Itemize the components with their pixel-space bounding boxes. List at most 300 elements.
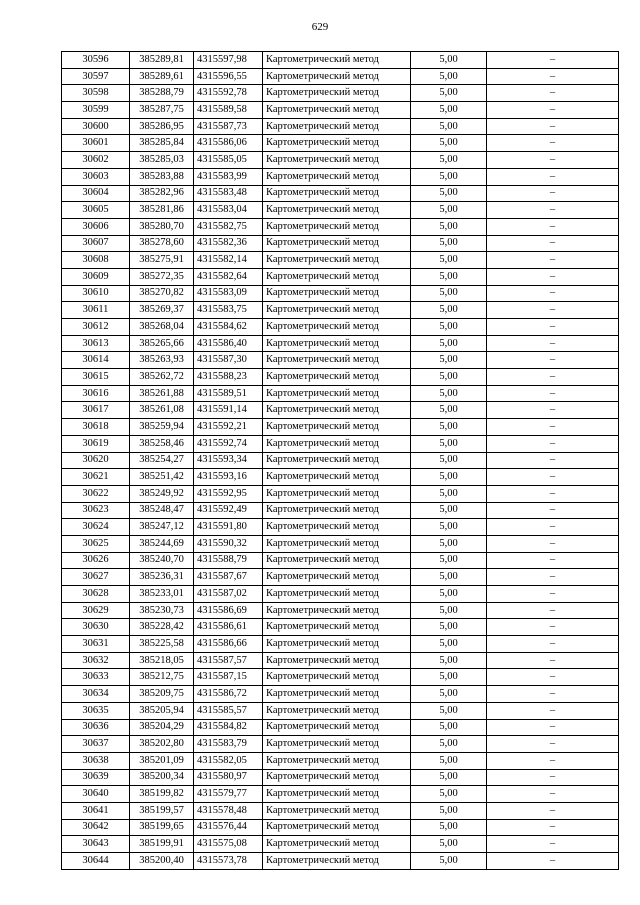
method-cell: Картометрический метод xyxy=(263,602,411,619)
method-cell: Картометрический метод xyxy=(263,719,411,736)
accuracy-cell: 5,00 xyxy=(411,68,487,85)
table-row xyxy=(62,836,619,853)
point-number-cell: 30636 xyxy=(62,719,130,736)
dash-cell: – xyxy=(487,419,619,436)
point-number-cell: 30619 xyxy=(62,435,130,452)
method-cell: Картометрический метод xyxy=(263,135,411,152)
x-coordinate-cell: 385275,91 xyxy=(130,252,194,269)
point-number-cell: 30617 xyxy=(62,402,130,419)
y-coordinate-cell: 4315593,16 xyxy=(194,469,263,486)
method-cell: Картометрический метод xyxy=(263,469,411,486)
accuracy-cell: 5,00 xyxy=(411,385,487,402)
page-number: 629 xyxy=(311,21,329,33)
y-coordinate-cell: 4315579,77 xyxy=(194,786,263,803)
method-cell: Картометрический метод xyxy=(263,769,411,786)
method-cell: Картометрический метод xyxy=(263,435,411,452)
table-row xyxy=(62,268,619,285)
dash-cell: – xyxy=(487,102,619,119)
dash-cell: – xyxy=(487,435,619,452)
x-coordinate-cell: 385259,94 xyxy=(130,419,194,436)
method-cell: Картометрический метод xyxy=(263,68,411,85)
method-cell: Картометрический метод xyxy=(263,652,411,669)
table-row xyxy=(62,602,619,619)
dash-cell: – xyxy=(487,819,619,836)
accuracy-cell: 5,00 xyxy=(411,502,487,519)
accuracy-cell: 5,00 xyxy=(411,185,487,202)
method-cell: Картометрический метод xyxy=(263,819,411,836)
x-coordinate-cell: 385288,79 xyxy=(130,85,194,102)
accuracy-cell: 5,00 xyxy=(411,552,487,569)
x-coordinate-cell: 385281,86 xyxy=(130,202,194,219)
x-coordinate-cell: 385199,65 xyxy=(130,819,194,836)
method-cell: Картометрический метод xyxy=(263,502,411,519)
method-cell: Картометрический метод xyxy=(263,686,411,703)
table-row xyxy=(62,235,619,252)
point-number-cell: 30626 xyxy=(62,552,130,569)
x-coordinate-cell: 385201,09 xyxy=(130,752,194,769)
point-number-cell: 30640 xyxy=(62,786,130,803)
method-cell: Картометрический метод xyxy=(263,402,411,419)
method-cell: Картометрический метод xyxy=(263,736,411,753)
accuracy-cell: 5,00 xyxy=(411,736,487,753)
dash-cell: – xyxy=(487,385,619,402)
accuracy-cell: 5,00 xyxy=(411,85,487,102)
point-number-cell: 30613 xyxy=(62,335,130,352)
y-coordinate-cell: 4315592,74 xyxy=(194,435,263,452)
point-number-cell: 30601 xyxy=(62,135,130,152)
x-coordinate-cell: 385283,88 xyxy=(130,168,194,185)
y-coordinate-cell: 4315587,73 xyxy=(194,118,263,135)
method-cell: Картометрический метод xyxy=(263,52,411,69)
x-coordinate-cell: 385261,08 xyxy=(130,402,194,419)
x-coordinate-cell: 385251,42 xyxy=(130,469,194,486)
point-number-cell: 30615 xyxy=(62,369,130,386)
x-coordinate-cell: 385248,47 xyxy=(130,502,194,519)
table-row xyxy=(62,786,619,803)
x-coordinate-cell: 385200,40 xyxy=(130,853,194,870)
point-number-cell: 30632 xyxy=(62,652,130,669)
coordinates-table-body xyxy=(62,52,619,870)
accuracy-cell: 5,00 xyxy=(411,569,487,586)
y-coordinate-cell: 4315588,23 xyxy=(194,369,263,386)
table-row xyxy=(62,168,619,185)
method-cell: Картометрический метод xyxy=(263,552,411,569)
accuracy-cell: 5,00 xyxy=(411,335,487,352)
dash-cell: – xyxy=(487,68,619,85)
table-row xyxy=(62,535,619,552)
accuracy-cell: 5,00 xyxy=(411,402,487,419)
point-number-cell: 30641 xyxy=(62,802,130,819)
point-number-cell: 30642 xyxy=(62,819,130,836)
method-cell: Картометрический метод xyxy=(263,319,411,336)
x-coordinate-cell: 385270,82 xyxy=(130,285,194,302)
accuracy-cell: 5,00 xyxy=(411,853,487,870)
table-row xyxy=(62,285,619,302)
coordinates-table xyxy=(61,51,619,870)
y-coordinate-cell: 4315573,78 xyxy=(194,853,263,870)
method-cell: Картометрический метод xyxy=(263,485,411,502)
y-coordinate-cell: 4315589,58 xyxy=(194,102,263,119)
x-coordinate-cell: 385202,80 xyxy=(130,736,194,753)
accuracy-cell: 5,00 xyxy=(411,202,487,219)
y-coordinate-cell: 4315592,21 xyxy=(194,419,263,436)
y-coordinate-cell: 4315586,40 xyxy=(194,335,263,352)
x-coordinate-cell: 385287,75 xyxy=(130,102,194,119)
point-number-cell: 30605 xyxy=(62,202,130,219)
y-coordinate-cell: 4315592,49 xyxy=(194,502,263,519)
table-row xyxy=(62,519,619,536)
accuracy-cell: 5,00 xyxy=(411,586,487,603)
point-number-cell: 30625 xyxy=(62,535,130,552)
dash-cell: – xyxy=(487,836,619,853)
dash-cell: – xyxy=(487,719,619,736)
accuracy-cell: 5,00 xyxy=(411,319,487,336)
dash-cell: – xyxy=(487,252,619,269)
dash-cell: – xyxy=(487,168,619,185)
method-cell: Картометрический метод xyxy=(263,335,411,352)
method-cell: Картометрический метод xyxy=(263,569,411,586)
dash-cell: – xyxy=(487,535,619,552)
accuracy-cell: 5,00 xyxy=(411,669,487,686)
y-coordinate-cell: 4315583,09 xyxy=(194,285,263,302)
dash-cell: – xyxy=(487,335,619,352)
point-number-cell: 30631 xyxy=(62,636,130,653)
point-number-cell: 30612 xyxy=(62,319,130,336)
table-row xyxy=(62,302,619,319)
accuracy-cell: 5,00 xyxy=(411,686,487,703)
table-row xyxy=(62,135,619,152)
y-coordinate-cell: 4315575,08 xyxy=(194,836,263,853)
accuracy-cell: 5,00 xyxy=(411,769,487,786)
accuracy-cell: 5,00 xyxy=(411,636,487,653)
point-number-cell: 30616 xyxy=(62,385,130,402)
point-number-cell: 30598 xyxy=(62,85,130,102)
point-number-cell: 30609 xyxy=(62,268,130,285)
accuracy-cell: 5,00 xyxy=(411,218,487,235)
dash-cell: – xyxy=(487,769,619,786)
dash-cell: – xyxy=(487,152,619,169)
dash-cell: – xyxy=(487,319,619,336)
accuracy-cell: 5,00 xyxy=(411,652,487,669)
accuracy-cell: 5,00 xyxy=(411,619,487,636)
accuracy-cell: 5,00 xyxy=(411,268,487,285)
accuracy-cell: 5,00 xyxy=(411,819,487,836)
point-number-cell: 30607 xyxy=(62,235,130,252)
x-coordinate-cell: 385261,88 xyxy=(130,385,194,402)
method-cell: Картометрический метод xyxy=(263,452,411,469)
x-coordinate-cell: 385209,75 xyxy=(130,686,194,703)
method-cell: Картометрический метод xyxy=(263,235,411,252)
method-cell: Картометрический метод xyxy=(263,702,411,719)
point-number-cell: 30627 xyxy=(62,569,130,586)
method-cell: Картометрический метод xyxy=(263,302,411,319)
table-row xyxy=(62,402,619,419)
point-number-cell: 30637 xyxy=(62,736,130,753)
point-number-cell: 30622 xyxy=(62,485,130,502)
dash-cell: – xyxy=(487,352,619,369)
y-coordinate-cell: 4315586,61 xyxy=(194,619,263,636)
table-row xyxy=(62,68,619,85)
point-number-cell: 30628 xyxy=(62,586,130,603)
table-row xyxy=(62,586,619,603)
x-coordinate-cell: 385212,75 xyxy=(130,669,194,686)
y-coordinate-cell: 4315592,78 xyxy=(194,85,263,102)
table-row xyxy=(62,369,619,386)
dash-cell: – xyxy=(487,285,619,302)
method-cell: Картометрический метод xyxy=(263,802,411,819)
point-number-cell: 30623 xyxy=(62,502,130,519)
table-row xyxy=(62,853,619,870)
dash-cell: – xyxy=(487,85,619,102)
table-row xyxy=(62,385,619,402)
dash-cell: – xyxy=(487,202,619,219)
x-coordinate-cell: 385204,29 xyxy=(130,719,194,736)
dash-cell: – xyxy=(487,519,619,536)
table-row xyxy=(62,102,619,119)
y-coordinate-cell: 4315583,99 xyxy=(194,168,263,185)
y-coordinate-cell: 4315587,57 xyxy=(194,652,263,669)
method-cell: Картометрический метод xyxy=(263,185,411,202)
method-cell: Картометрический метод xyxy=(263,218,411,235)
x-coordinate-cell: 385233,01 xyxy=(130,586,194,603)
y-coordinate-cell: 4315580,97 xyxy=(194,769,263,786)
y-coordinate-cell: 4315590,32 xyxy=(194,535,263,552)
point-number-cell: 30638 xyxy=(62,752,130,769)
accuracy-cell: 5,00 xyxy=(411,719,487,736)
accuracy-cell: 5,00 xyxy=(411,602,487,619)
x-coordinate-cell: 385200,34 xyxy=(130,769,194,786)
x-coordinate-cell: 385244,69 xyxy=(130,535,194,552)
dash-cell: – xyxy=(487,52,619,69)
method-cell: Картометрический метод xyxy=(263,786,411,803)
x-coordinate-cell: 385280,70 xyxy=(130,218,194,235)
x-coordinate-cell: 385228,42 xyxy=(130,619,194,636)
y-coordinate-cell: 4315583,04 xyxy=(194,202,263,219)
dash-cell: – xyxy=(487,619,619,636)
table-row xyxy=(62,819,619,836)
x-coordinate-cell: 385268,04 xyxy=(130,319,194,336)
x-coordinate-cell: 385285,03 xyxy=(130,152,194,169)
y-coordinate-cell: 4315582,75 xyxy=(194,218,263,235)
accuracy-cell: 5,00 xyxy=(411,485,487,502)
y-coordinate-cell: 4315592,95 xyxy=(194,485,263,502)
method-cell: Картометрический метод xyxy=(263,669,411,686)
point-number-cell: 30635 xyxy=(62,702,130,719)
accuracy-cell: 5,00 xyxy=(411,135,487,152)
method-cell: Картометрический метод xyxy=(263,118,411,135)
y-coordinate-cell: 4315591,14 xyxy=(194,402,263,419)
accuracy-cell: 5,00 xyxy=(411,352,487,369)
y-coordinate-cell: 4315587,02 xyxy=(194,586,263,603)
table-row xyxy=(62,319,619,336)
accuracy-cell: 5,00 xyxy=(411,802,487,819)
accuracy-cell: 5,00 xyxy=(411,702,487,719)
accuracy-cell: 5,00 xyxy=(411,369,487,386)
point-number-cell: 30629 xyxy=(62,602,130,619)
dash-cell: – xyxy=(487,602,619,619)
x-coordinate-cell: 385230,73 xyxy=(130,602,194,619)
y-coordinate-cell: 4315589,51 xyxy=(194,385,263,402)
dash-cell: – xyxy=(487,736,619,753)
dash-cell: – xyxy=(487,586,619,603)
x-coordinate-cell: 385205,94 xyxy=(130,702,194,719)
table-row xyxy=(62,702,619,719)
point-number-cell: 30603 xyxy=(62,168,130,185)
dash-cell: – xyxy=(487,636,619,653)
point-number-cell: 30600 xyxy=(62,118,130,135)
x-coordinate-cell: 385286,95 xyxy=(130,118,194,135)
method-cell: Картометрический метод xyxy=(263,202,411,219)
point-number-cell: 30608 xyxy=(62,252,130,269)
table-row xyxy=(62,719,619,736)
point-number-cell: 30639 xyxy=(62,769,130,786)
table-row xyxy=(62,619,619,636)
table-row xyxy=(62,419,619,436)
method-cell: Картометрический метод xyxy=(263,369,411,386)
y-coordinate-cell: 4315582,36 xyxy=(194,235,263,252)
point-number-cell: 30618 xyxy=(62,419,130,436)
x-coordinate-cell: 385199,91 xyxy=(130,836,194,853)
x-coordinate-cell: 385236,31 xyxy=(130,569,194,586)
y-coordinate-cell: 4315576,44 xyxy=(194,819,263,836)
table-row xyxy=(62,452,619,469)
method-cell: Картометрический метод xyxy=(263,519,411,536)
dash-cell: – xyxy=(487,702,619,719)
table-row xyxy=(62,769,619,786)
table-row xyxy=(62,185,619,202)
dash-cell: – xyxy=(487,669,619,686)
dash-cell: – xyxy=(487,302,619,319)
y-coordinate-cell: 4315585,57 xyxy=(194,702,263,719)
dash-cell: – xyxy=(487,268,619,285)
table-row xyxy=(62,569,619,586)
accuracy-cell: 5,00 xyxy=(411,836,487,853)
accuracy-cell: 5,00 xyxy=(411,519,487,536)
method-cell: Картометрический метод xyxy=(263,752,411,769)
point-number-cell: 30620 xyxy=(62,452,130,469)
method-cell: Картометрический метод xyxy=(263,535,411,552)
accuracy-cell: 5,00 xyxy=(411,452,487,469)
y-coordinate-cell: 4315586,06 xyxy=(194,135,263,152)
accuracy-cell: 5,00 xyxy=(411,252,487,269)
method-cell: Картометрический метод xyxy=(263,85,411,102)
method-cell: Картометрический метод xyxy=(263,102,411,119)
method-cell: Картометрический метод xyxy=(263,419,411,436)
x-coordinate-cell: 385218,05 xyxy=(130,652,194,669)
x-coordinate-cell: 385289,81 xyxy=(130,52,194,69)
y-coordinate-cell: 4315588,79 xyxy=(194,552,263,569)
dash-cell: – xyxy=(487,686,619,703)
accuracy-cell: 5,00 xyxy=(411,235,487,252)
point-number-cell: 30634 xyxy=(62,686,130,703)
y-coordinate-cell: 4315585,05 xyxy=(194,152,263,169)
y-coordinate-cell: 4315596,55 xyxy=(194,68,263,85)
x-coordinate-cell: 385247,12 xyxy=(130,519,194,536)
table-row xyxy=(62,152,619,169)
x-coordinate-cell: 385285,84 xyxy=(130,135,194,152)
y-coordinate-cell: 4315587,67 xyxy=(194,569,263,586)
x-coordinate-cell: 385278,60 xyxy=(130,235,194,252)
table-row xyxy=(62,352,619,369)
dash-cell: – xyxy=(487,652,619,669)
accuracy-cell: 5,00 xyxy=(411,52,487,69)
accuracy-cell: 5,00 xyxy=(411,285,487,302)
y-coordinate-cell: 4315584,82 xyxy=(194,719,263,736)
y-coordinate-cell: 4315586,69 xyxy=(194,602,263,619)
method-cell: Картометрический метод xyxy=(263,586,411,603)
method-cell: Картометрический метод xyxy=(263,385,411,402)
method-cell: Картометрический метод xyxy=(263,168,411,185)
accuracy-cell: 5,00 xyxy=(411,535,487,552)
y-coordinate-cell: 4315586,72 xyxy=(194,686,263,703)
accuracy-cell: 5,00 xyxy=(411,469,487,486)
method-cell: Картометрический метод xyxy=(263,285,411,302)
point-number-cell: 30624 xyxy=(62,519,130,536)
point-number-cell: 30597 xyxy=(62,68,130,85)
accuracy-cell: 5,00 xyxy=(411,752,487,769)
table-row xyxy=(62,202,619,219)
dash-cell: – xyxy=(487,569,619,586)
y-coordinate-cell: 4315586,66 xyxy=(194,636,263,653)
y-coordinate-cell: 4315583,75 xyxy=(194,302,263,319)
y-coordinate-cell: 4315591,80 xyxy=(194,519,263,536)
dash-cell: – xyxy=(487,752,619,769)
table-row xyxy=(62,736,619,753)
method-cell: Картометрический метод xyxy=(263,836,411,853)
dash-cell: – xyxy=(487,485,619,502)
table-row xyxy=(62,802,619,819)
y-coordinate-cell: 4315582,14 xyxy=(194,252,263,269)
point-number-cell: 30633 xyxy=(62,669,130,686)
x-coordinate-cell: 385249,92 xyxy=(130,485,194,502)
method-cell: Картометрический метод xyxy=(263,352,411,369)
x-coordinate-cell: 385199,82 xyxy=(130,786,194,803)
dash-cell: – xyxy=(487,369,619,386)
accuracy-cell: 5,00 xyxy=(411,435,487,452)
point-number-cell: 30621 xyxy=(62,469,130,486)
method-cell: Картометрический метод xyxy=(263,252,411,269)
table-row xyxy=(62,469,619,486)
dash-cell: – xyxy=(487,118,619,135)
accuracy-cell: 5,00 xyxy=(411,302,487,319)
accuracy-cell: 5,00 xyxy=(411,168,487,185)
y-coordinate-cell: 4315583,48 xyxy=(194,185,263,202)
point-number-cell: 30599 xyxy=(62,102,130,119)
dash-cell: – xyxy=(487,502,619,519)
x-coordinate-cell: 385263,93 xyxy=(130,352,194,369)
y-coordinate-cell: 4315597,98 xyxy=(194,52,263,69)
point-number-cell: 30644 xyxy=(62,853,130,870)
dash-cell: – xyxy=(487,853,619,870)
accuracy-cell: 5,00 xyxy=(411,118,487,135)
point-number-cell: 30614 xyxy=(62,352,130,369)
x-coordinate-cell: 385289,61 xyxy=(130,68,194,85)
method-cell: Картометрический метод xyxy=(263,268,411,285)
dash-cell: – xyxy=(487,402,619,419)
table-row xyxy=(62,502,619,519)
x-coordinate-cell: 385269,37 xyxy=(130,302,194,319)
dash-cell: – xyxy=(487,235,619,252)
y-coordinate-cell: 4315582,64 xyxy=(194,268,263,285)
y-coordinate-cell: 4315578,48 xyxy=(194,802,263,819)
dash-cell: – xyxy=(487,802,619,819)
x-coordinate-cell: 385258,46 xyxy=(130,435,194,452)
point-number-cell: 30602 xyxy=(62,152,130,169)
method-cell: Картометрический метод xyxy=(263,636,411,653)
x-coordinate-cell: 385272,35 xyxy=(130,268,194,285)
point-number-cell: 30643 xyxy=(62,836,130,853)
accuracy-cell: 5,00 xyxy=(411,102,487,119)
